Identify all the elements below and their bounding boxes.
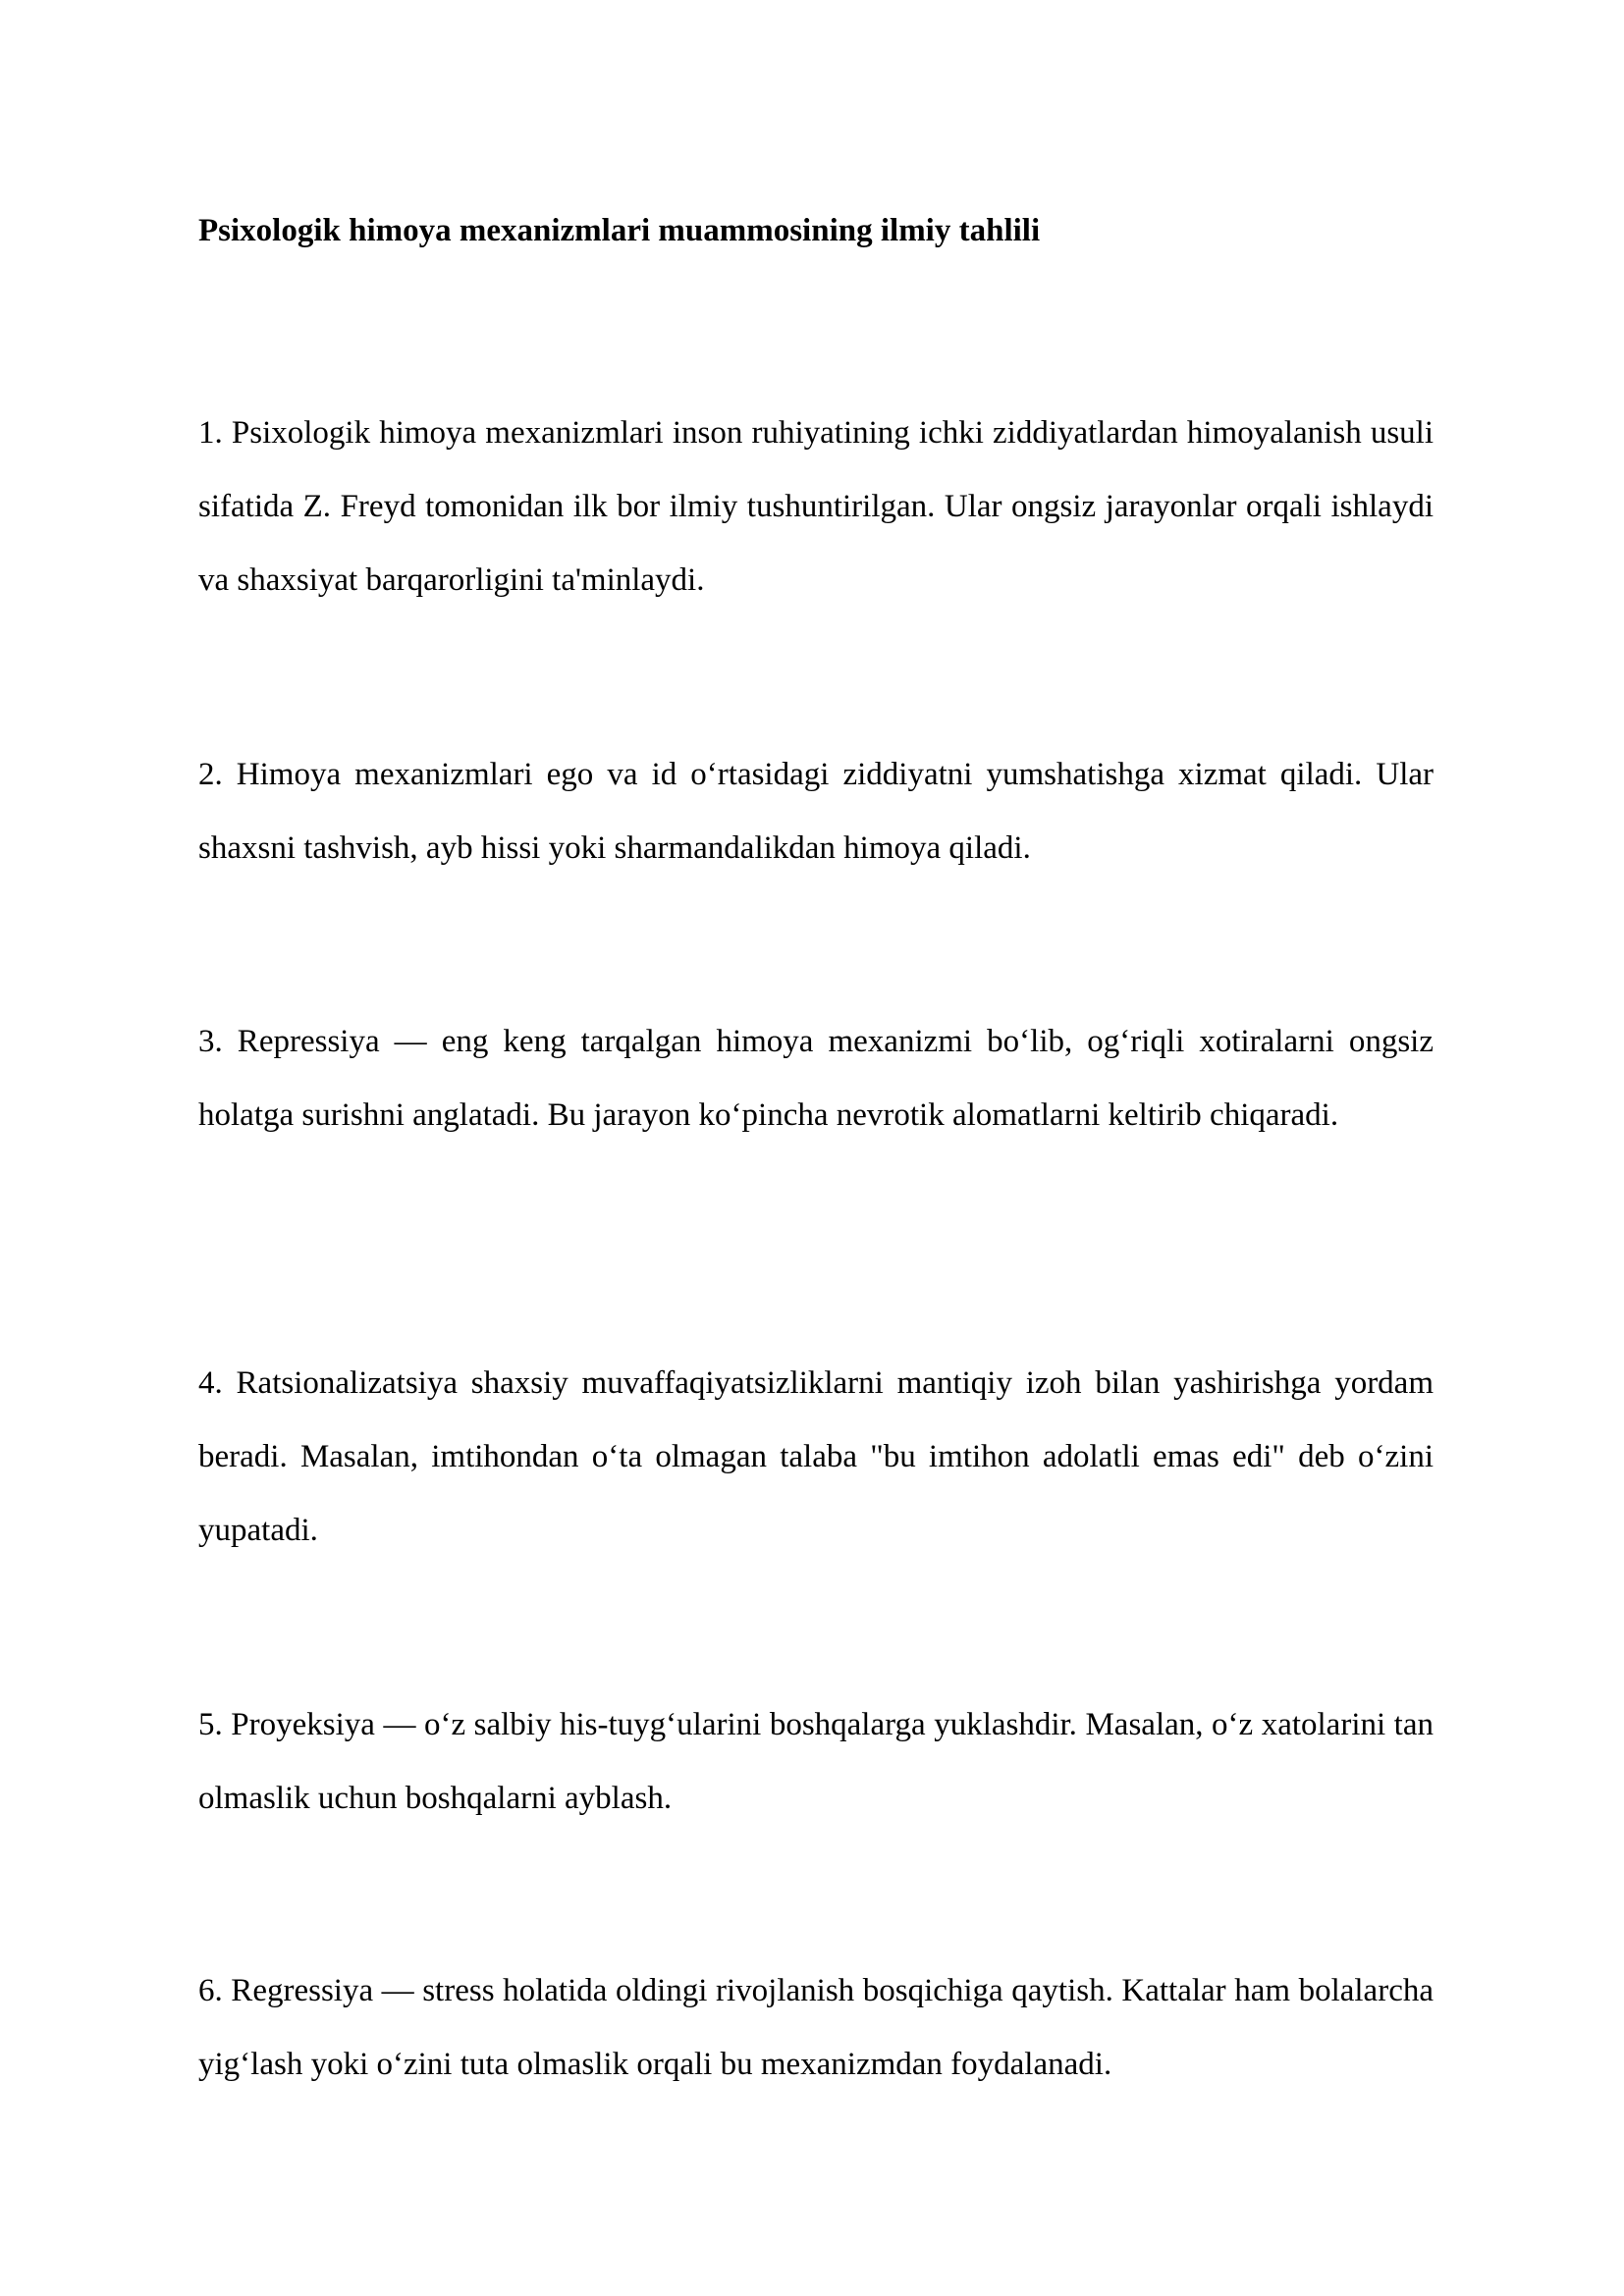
paragraph-5: 5. Proyeksiya — o‘z salbiy his-tuyg‘ularini boshqalarga yuklashdir. Masalan, o‘z xatolarini tan olmaslik uchun boshqalarni ayblash. (198, 1707, 1434, 1816)
document-title: Psixologik himoya mexanizmlari muammosining ilmiy tahlili (198, 213, 1041, 248)
paragraph-4: 4. Ratsionalizatsiya shaxsiy muvaffaqiyatsizliklarni mantiqiy izoh bilan yashirishga yordam beradi. Masalan, imtihondan o‘ta olmagan talaba "bu imtihon adolatli emas edi" deb o‘zini yupatadi. (198, 1365, 1434, 1548)
paragraph-3: 3. Repressiya — eng keng tarqalgan himoya mexanizmi bo‘lib, og‘riqli xotiralarni ongsiz holatga surishni anglatadi. Bu jarayon ko‘pincha nevrotik alomatlarni keltirib chiqaradi. (198, 1024, 1434, 1133)
paragraph-6: 6. Regressiya — stress holatida oldingi rivojlanish bosqichiga qaytish. Kattalar ham bolalarcha yig‘lash yoki o‘zini tuta olmaslik orqali bu mexanizmdan foydalanadi. (198, 1973, 1434, 2082)
paragraph-1: 1. Psixologik himoya mexanizmlari inson ruhiyatining ichki ziddiyatlardan himoyalanish usuli sifatida Z. Freyd tomonidan ilk bor ilmiy tushuntirilgan. Ular ongsiz jarayonlar orqali ishlaydi va shaxsiyat barqarorligini ta'minlaydi. (198, 415, 1434, 598)
paragraph-2: 2. Himoya mexanizmlari ego va id o‘rtasidagi ziddiyatni yumshatishga xizmat qiladi. Ular shaxsni tashvish, ayb hissi yoki sharmandalikdan himoya qiladi. (198, 757, 1434, 866)
